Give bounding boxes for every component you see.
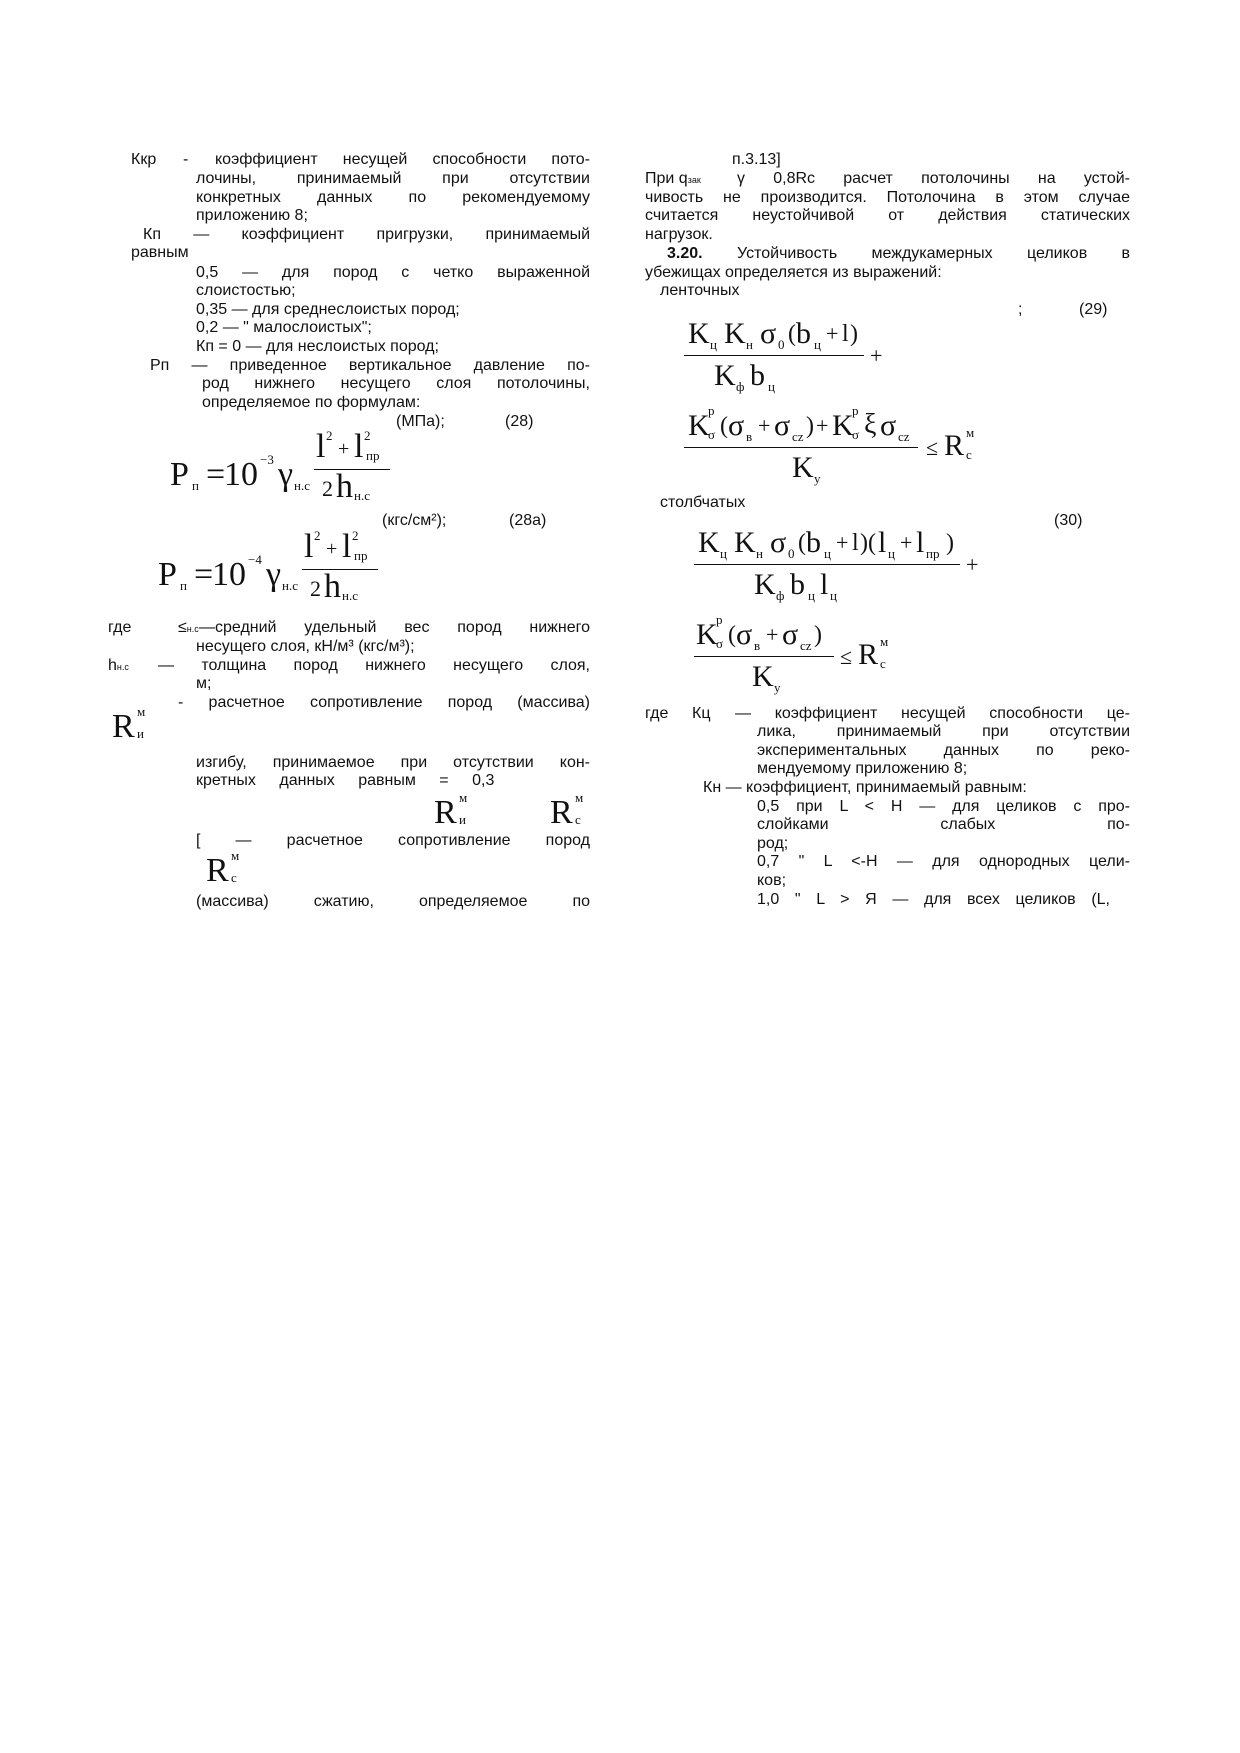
eq30-rparen-b: ) [946, 530, 954, 556]
rc-symbol-sup: м [575, 790, 584, 805]
rwhere-line-2: лика, принимаемый при отсутствии [757, 723, 1130, 740]
eq28a-num-sub2: пр [354, 548, 368, 563]
h-term-char: h [108, 657, 117, 674]
ri-symbol [434, 790, 484, 834]
kn-item-4: 0,7 " L <-H — для однородных цели- [757, 853, 1130, 870]
eq30-kf: K [754, 568, 776, 601]
kn-item-3: род; [757, 835, 789, 852]
eq29-one: l [842, 321, 849, 347]
eq30-ks: K [696, 618, 718, 651]
eq30-plus-3: + [766, 622, 779, 647]
rp-line-1: Рп — приведенное вертикальное давление по- [150, 357, 590, 374]
kkr-term: Ккр [131, 151, 157, 168]
eq30-lparen-b: ( [868, 530, 876, 556]
eq28-lhs-sub: п [192, 478, 199, 493]
eq29-ks1-sub: σ [708, 427, 716, 442]
eq29-plus-outer: + [870, 343, 883, 368]
eq29-kf: K [714, 359, 736, 392]
rwhere-line-1: — коэффициент несущей способности це- [735, 705, 1130, 722]
eq28a-gamma-sub: н.с [282, 578, 298, 593]
eq28a-number: (28а) [509, 512, 547, 529]
equation-28a [156, 530, 396, 610]
bend-line-2: кретных данных равным = 0,3 [196, 772, 495, 789]
eq29-semicolon: ; [1018, 301, 1023, 318]
rc-symbol [550, 790, 600, 834]
eq29-sigma-cz2: σ [880, 409, 897, 442]
eq30-leq: ≤ [840, 644, 853, 669]
kkr-line-3: конкретных данных по рекомендуемому [196, 189, 590, 206]
rc2-symbol-char: R [206, 852, 229, 889]
kkr-line-2: лочины, принимаемый при отсутствии [196, 170, 590, 187]
r-dash-line: - расчетное сопротивление пород (массива) [178, 694, 590, 711]
eq28-num-l1: l [316, 428, 326, 465]
eq28-number: (28) [505, 413, 534, 430]
eq29-ky: K [792, 451, 814, 484]
eq29-fraction-bar-2 [684, 447, 918, 448]
r-symbol-sup: м [137, 704, 146, 719]
eq30-lpr-sub: пр [926, 546, 940, 561]
eq29-ky-sub: у [814, 471, 821, 486]
eq30-plus-2: + [900, 530, 913, 555]
eq30-k1-sub: ц [720, 546, 727, 561]
eq28-units: (МПа); [396, 413, 445, 430]
eq28-num-plus: + [338, 438, 350, 460]
h-line-1: — толщина пород нижнего несущего слоя, [158, 657, 590, 674]
eq30-lparen: ( [798, 530, 806, 556]
eq28a-num-l1: l [304, 528, 314, 565]
eq28-equals: = [206, 456, 226, 493]
eq29-ks1: K [688, 409, 710, 442]
eq29-sigma-cz2-sub: cz [898, 429, 910, 444]
eq28a-units: (кгс/см²); [382, 512, 447, 529]
eq30-l-sub: ц [888, 546, 895, 561]
r-symbol-char: R [112, 708, 135, 745]
eq28-num-sub2: пр [366, 448, 380, 463]
eq29-R: R [944, 429, 965, 462]
kp-item-4: 0,2 — " малослоистых"; [196, 319, 372, 336]
eq28a-num-sup2: 2 [352, 528, 359, 543]
eq29-ks1-sup: р [708, 403, 715, 418]
eq29-fraction-bar-1 [684, 355, 864, 356]
eq30-ky-sub: у [774, 680, 781, 695]
eq28-exp: −3 [260, 452, 274, 467]
eq30-sigma0: σ [770, 526, 787, 559]
kkr-dash: - [183, 151, 189, 168]
eq29-ks2-sub: σ [852, 427, 860, 442]
eq28a-lhs: P [158, 556, 177, 593]
eq30-one: l [852, 530, 859, 556]
kp-item-1: 0,5 — для пород с четко выраженной [196, 264, 590, 281]
eq30-sigma-v: σ [736, 618, 753, 651]
eq28-num-l2: l [354, 428, 364, 465]
rc2-symbol [206, 848, 256, 892]
section-line-2: убежищах определяется из выражений: [645, 264, 942, 281]
where-line-1: —средний удельный вес пород нижнего [199, 619, 590, 636]
h-line-2: м; [196, 675, 212, 692]
eq29-rparen-2: ) [806, 413, 814, 439]
rc2-symbol-sup: м [231, 848, 240, 863]
bend-line-1: изгибу, принимаемое при отсутствии кон- [196, 754, 590, 771]
where-line-2: несущего слоя, кН/м³ (кгс/м³); [196, 638, 415, 655]
equation-30 [690, 522, 1010, 702]
eq30-plus-outer: + [966, 552, 979, 577]
eq30-lden-sub: ц [830, 588, 837, 603]
eq30-number: (30) [1054, 512, 1083, 529]
eq30-lden: l [820, 568, 829, 601]
eq29-R-sub: с [966, 447, 972, 462]
eq29-sigma0-sub: 0 [778, 337, 785, 352]
eq29-lparen-2: ( [720, 413, 728, 439]
where-symbol-sub: н.с [186, 624, 199, 634]
eq30-bden-sub: ц [808, 588, 815, 603]
h-term [108, 657, 129, 677]
eq29-sigma-cz: σ [774, 409, 791, 442]
eq30-k2-sub: н [756, 546, 763, 561]
bracket-line: [ — расчетное сопротивление пород [196, 832, 590, 849]
eq30-rparen-2: ) [814, 622, 822, 648]
eq29-sigma-cz-sub: cz [792, 429, 804, 444]
rwhere-gde: где [645, 705, 669, 722]
eq28-den-two: 2 [322, 476, 333, 501]
eq29-k2-sub: н [746, 337, 753, 352]
eq30-kf-sub: ф [776, 588, 785, 603]
eq28-num-sup1: 2 [326, 428, 333, 443]
r-symbol [112, 704, 162, 748]
p1-line-1-a: При q [645, 170, 688, 187]
eq28-den-sub: н.с [354, 488, 370, 503]
eq30-sigma-cz: σ [782, 618, 799, 651]
eq28a-exp: −4 [248, 552, 262, 567]
ri-symbol-sup: м [459, 790, 468, 805]
kkr-line-4: приложению 8; [196, 207, 308, 224]
where-gde: где [108, 619, 132, 636]
eq30-k1: K [698, 526, 720, 559]
eq28a-ten: 10 [212, 556, 246, 593]
eq29-number: (29) [1079, 301, 1108, 318]
eq29-plus-3: + [816, 413, 829, 438]
eq29-bden: b [750, 359, 765, 392]
eq29-R-sup: м [966, 425, 975, 440]
eq29-k1-sub: ц [710, 337, 717, 352]
ribbon-label: ленточных [660, 282, 740, 299]
eq28a-num-plus: + [326, 538, 338, 560]
eq29-xi: ξ [864, 409, 877, 440]
p1-line-3: считается неустойчивой от действия статических [645, 207, 1130, 224]
eq30-sigma-v-sub: в [754, 638, 761, 653]
eq30-sigma-cz-sub: cz [800, 638, 812, 653]
eq30-ks-sub: σ [716, 636, 724, 651]
ref-text: п.3.13] [732, 151, 781, 168]
eq30-plus-1: + [836, 530, 849, 555]
eq29-lparen: ( [788, 321, 796, 347]
kn-item-1: 0,5 при L < H — для целиков с про- [757, 798, 1130, 815]
where-symbol-char: ≤ [178, 619, 187, 636]
kp-line-2: равным [131, 244, 189, 261]
eq28-num-sup2: 2 [364, 428, 371, 443]
eq30-lparen-2: ( [728, 622, 736, 648]
rwhere-term: Кц [692, 705, 711, 722]
eq28-lhs: P [170, 456, 189, 493]
eq30-ks-sup: р [716, 612, 723, 627]
rp-line-3: определяемое по формулам: [202, 394, 421, 411]
eq28a-num-l2: l [342, 528, 352, 565]
p1-line-1 [645, 170, 1130, 190]
eq29-leq: ≤ [926, 435, 939, 460]
rwhere-line-3: экспериментальных данных по реко- [757, 742, 1130, 759]
eq28a-gamma: γ [266, 556, 282, 593]
eq29-sigma-v-sub: в [746, 429, 753, 444]
eq28-ten: 10 [224, 456, 258, 493]
section-number: 3.20. [667, 245, 703, 262]
eq28-den-h: h [336, 468, 353, 505]
p1-line-1-b: γ 0,8Rс расчет потолочины на устой- [737, 170, 1130, 187]
rwhere-line-4: мендуемому приложению 8; [757, 760, 968, 777]
eq29-ks2-sup: р [852, 403, 859, 418]
eq29-plus-2: + [758, 413, 771, 438]
eq28-gamma-sub: н.с [294, 478, 310, 493]
eq28a-num-sup1: 2 [314, 528, 321, 543]
eq29-k2: K [724, 317, 746, 350]
kn-line: Кн — коэффициент, принимаемый равным: [703, 779, 1027, 796]
eq29-plus-1: + [826, 321, 839, 346]
eq28a-equals: = [194, 556, 214, 593]
kp-item-2: слоистостью; [196, 282, 296, 299]
kn-item-5: ков; [757, 872, 787, 889]
eq29-b: b [796, 317, 811, 350]
eq30-bden: b [790, 568, 805, 601]
eq30-ky: K [752, 660, 774, 693]
eq29-kf-sub: ф [736, 379, 745, 394]
eq29-b-sub: ц [814, 337, 821, 352]
eq29-rparen: ) [850, 321, 858, 347]
eq29-sigma-v: σ [728, 409, 745, 442]
eq29-bden-sub: ц [768, 379, 775, 394]
eq28a-den-h: h [324, 568, 341, 605]
eq30-fraction-bar-2 [694, 656, 834, 657]
eq30-l: l [878, 526, 887, 559]
equation-28 [168, 430, 408, 510]
p1-line-2: чивость не производится. Потолочина в этом случае [645, 189, 1130, 206]
kn-item-2: слойками слабых по- [757, 816, 1130, 833]
eq30-b: b [806, 526, 821, 559]
eq28a-den-sub: н.с [342, 588, 358, 603]
rc-symbol-sub: с [575, 812, 581, 827]
rp-line-2: род нижнего несущего слоя потолочины, [202, 375, 590, 392]
rc-symbol-char: R [550, 794, 573, 831]
eq29-sigma0: σ [760, 317, 777, 350]
kp-item-3: 0,35 — для среднеслоистых пород; [196, 301, 460, 318]
eq28-gamma: γ [278, 456, 294, 493]
eq28a-den-two: 2 [310, 576, 321, 601]
h-term-sub: н.с [116, 662, 129, 672]
kn-item-6: 1,0 " L > Я — для всех целиков (L, [757, 891, 1110, 908]
eq29-k1: K [688, 317, 710, 350]
equation-29 [680, 315, 1020, 495]
eq30-b-sub: ц [824, 546, 831, 561]
ri-symbol-char: R [434, 794, 457, 831]
eq30-R: R [858, 638, 879, 671]
where-symbol [178, 619, 199, 639]
columnar-label: столбчатых [660, 494, 746, 511]
eq30-fraction-bar-1 [694, 564, 960, 565]
eq29-ks2: K [832, 409, 854, 442]
eq30-k2: K [734, 526, 756, 559]
p1-line-4: нагрузок. [645, 226, 713, 243]
ri-symbol-sub: и [459, 812, 466, 827]
kp-item-5: Кп = 0 — для неслоистых пород; [196, 338, 439, 355]
eq28a-lhs-sub: п [180, 578, 187, 593]
rc2-symbol-sub: с [231, 870, 237, 885]
p1-line-1-sub: зак [687, 175, 701, 185]
kkr-line-1: коэффициент несущей способности пото- [215, 151, 590, 168]
section-line-1: Устойчивость междукамерных целиков в [737, 245, 1130, 262]
eq30-sigma0-sub: 0 [788, 546, 795, 561]
eq30-R-sub: с [880, 656, 886, 671]
eq30-R-sup: м [880, 634, 889, 649]
eq30-lpr: l [916, 526, 925, 559]
eq30-rparen: ) [860, 530, 868, 556]
kp-line-1: Кп — коэффициент пригрузки, принимаемый [143, 226, 590, 243]
r-symbol-sub: и [137, 726, 144, 741]
last-line: (массива) сжатию, определяемое по [196, 893, 590, 910]
